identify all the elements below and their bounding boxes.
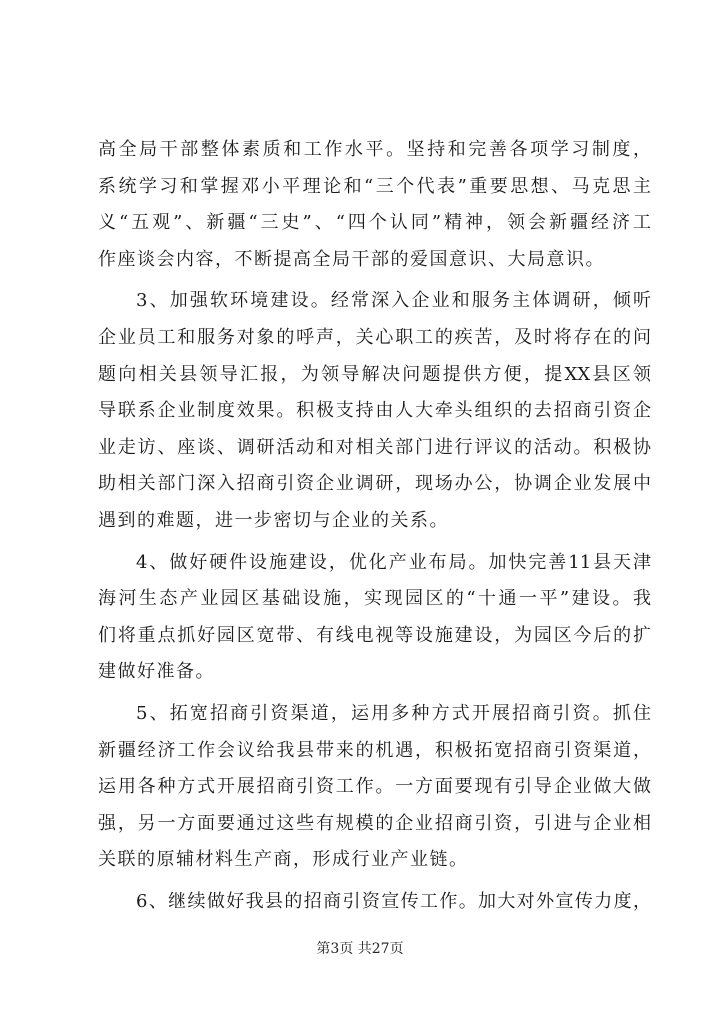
text-line: 导联系企业制度效果。积极支持由人大牵头组织的去招商引资企 [98,400,651,422]
text-line: 们将重点抓好园区宽带、有线电视等设施建设，为园区今后的扩 [98,624,651,646]
text-line: 业走访、座谈、调研活动和对相关部门进行评议的活动。积极协 [98,436,651,458]
text-line: 4、做好硬件设施建设，优化产业布局。加快完善11县天津 [136,551,651,573]
text-line: 义“五观”、新疆“三史”、“四个认同”精神，领会新疆经济工 [98,212,651,234]
text-line: 作座谈会内容，不断提高全局干部的爱国意识、大局意识。 [98,248,605,270]
text-line: 3、加强软环境建设。经常深入企业和服务主体调研，倾听 [136,290,651,312]
text-line: 助相关部门深入招商引资企业调研，现场办公，协调企业发展中 [98,473,651,495]
paragraph [98,132,651,278]
page-number-footer: 第3页 共27页 [316,941,404,957]
text-line: 5、拓宽招商引资渠道，运用多种方式开展招商引资。抓住 [136,702,651,724]
paragraph [98,545,651,691]
text-line: 高全局干部整体素质和工作水平。坚持和完善各项学习制度， [98,139,651,160]
text-line: 海河生态产业园区基础设施，实现园区的“十通一平”建设。我 [98,588,651,610]
paragraph [98,884,651,921]
paragraph [98,696,651,879]
text-line: 遇到的难题，进一步密切与企业的关系。 [98,509,449,531]
text-line: 企业员工和服务对象的呼声，关心职工的疾苦，及时将存在的问 [98,326,651,348]
text-line: 6、继续做好我县的招商引资宣传工作。加大对外宣传力度， [136,890,651,912]
paragraph [98,283,651,539]
text-line: 强，另一方面要通过这些有规模的企业招商引资，引进与企业相 [98,812,651,834]
document-body [98,132,651,925]
text-line: 新疆经济工作会议给我县带来的机遇，积极拓宽招商引资渠道， [98,739,651,761]
text-line: 运用各种方式开展招商引资工作。一方面要现有引导企业做大做 [98,776,651,798]
text-line: 关联的原辅材料生产商，形成行业产业链。 [98,849,469,871]
text-line: 建做好准备。 [98,661,215,683]
text-line: 题向相关县领导汇报，为领导解决问题提供方便，提XX县区领 [98,363,651,385]
text-line: 系统学习和掌握邓小平理论和“三个代表”重要思想、马克思主 [98,175,651,197]
